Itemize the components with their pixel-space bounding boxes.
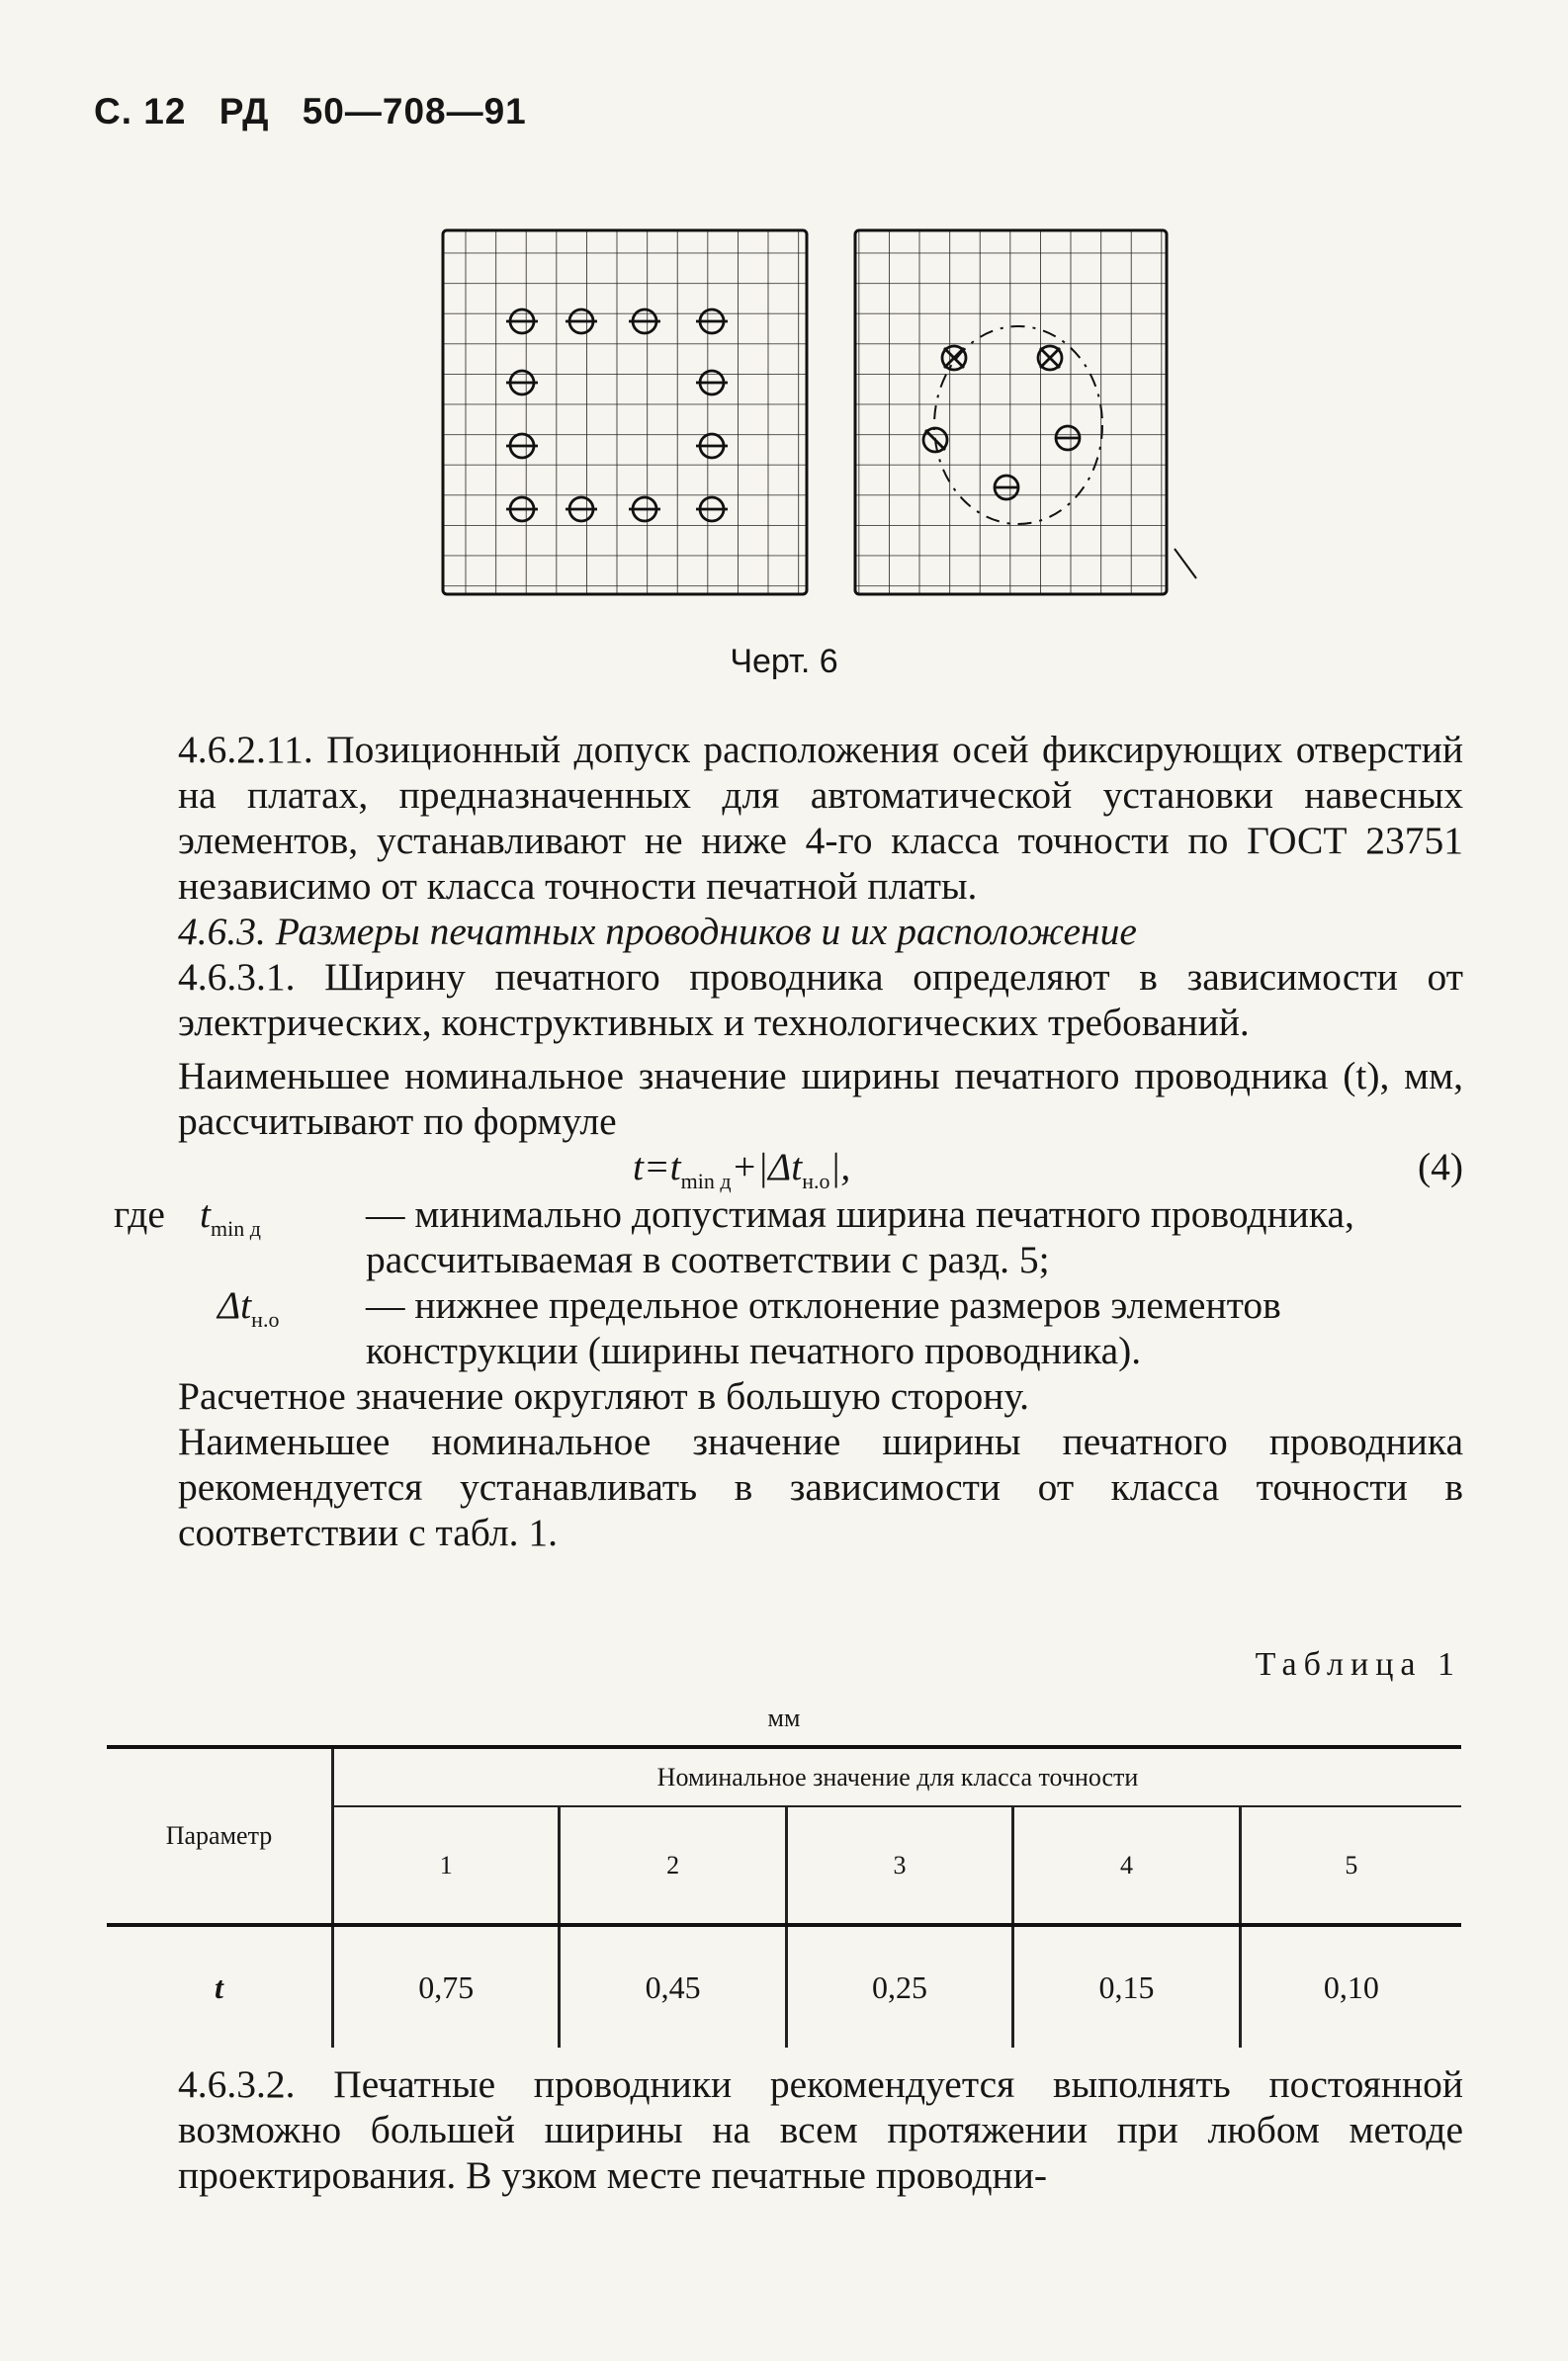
- formula-4: [178, 1144, 1463, 1191]
- paragraph-4-6-3-2: 4.6.3.2. Печатные проводники рекомендуется выполнять постоянной возможно большей ширины на всем протяжении при любом методе проектирования. В узком месте печатные проводни-: [178, 2062, 1463, 2197]
- figure-6: [435, 222, 1246, 603]
- class-header-3: 3: [786, 1806, 1012, 1925]
- value-class-3: 0,25: [786, 1925, 1012, 2048]
- paragraph-formula-intro: Наименьшее номинальное значение ширины печатного проводника (t), мм, рассчитывают по формуле: [178, 1054, 1463, 1143]
- where2-text: — нижнее предельное отклонение размеров элементов конструкции (ширины печатного проводника).: [366, 1283, 1281, 1372]
- param-header: Параметр: [165, 1821, 273, 1850]
- figure-drawing: [435, 222, 1246, 603]
- value-class-4: 0,15: [1013, 1925, 1240, 2048]
- doc-type: РД: [218, 91, 270, 131]
- where1-text: — минимально допустимая ширина печатного проводника, рассчитываемая в соответствии с разд. 5;: [366, 1192, 1354, 1281]
- paragraph-table-ref: Наименьшее номинальное значение ширины печатного проводника рекомендуется устанавливать в зависимости от класса точности в соответствии с табл. 1.: [178, 1420, 1463, 1554]
- figure-caption: Черт. 6: [730, 643, 838, 680]
- value-class-2: 0,45: [560, 1925, 786, 2048]
- page-number: С. 12: [94, 91, 187, 131]
- table-unit: мм: [767, 1704, 801, 1732]
- paragraph-4-6-2-11: 4.6.2.11. Позиционный допуск расположения осей фиксирующих отверстий на платах, предназначенных для автоматической установки навесных элементов, устанавливают не ниже 4-го класса точности по ГОСТ 23751 независимо от класса точности печатной платы.: [178, 728, 1463, 908]
- paragraph-4-6-3-1: 4.6.3.1. Ширину печатного проводника определяют в зависимости от электрических, конструктивных и технологических требований.: [178, 955, 1463, 1044]
- where2-symbol: $\Delta t_{н.о}$: [218, 1283, 280, 1332]
- paragraph-rounding: Расчетное значение округляют в большую сторону.: [178, 1374, 1030, 1418]
- formula-expression: $t=t_{min д}+|\Delta t_{н.о}|$,: [633, 1145, 851, 1193]
- row-label: t: [215, 1968, 223, 2005]
- value-class-1: 0,75: [333, 1925, 560, 2048]
- section-heading-4-6-3: 4.6.3. Размеры печатных проводников и их расположение: [178, 910, 1137, 953]
- table-row: [107, 1925, 1461, 2048]
- class-header-4: 4: [1013, 1806, 1240, 1925]
- class-header-5: 5: [1240, 1806, 1461, 1925]
- page-header: [94, 91, 549, 132]
- table-1: [107, 1745, 1461, 2048]
- table-title: Таблица 1: [1255, 1646, 1461, 1683]
- where-word: где: [114, 1192, 165, 1236]
- body-text-bottom: [178, 2061, 1463, 2198]
- value-class-5: 0,10: [1240, 1925, 1461, 2048]
- where-2: [178, 1282, 1463, 1373]
- doc-number: 50—708—91: [302, 91, 527, 131]
- body-text: [114, 727, 1463, 1555]
- formula-number: (4): [1417, 1145, 1463, 1188]
- class-header-2: 2: [560, 1806, 786, 1925]
- right-board: [855, 230, 1196, 594]
- group-header: Номинальное значение для класса точности: [333, 1747, 1462, 1806]
- class-header-1: 1: [333, 1806, 560, 1925]
- where-1: [114, 1191, 1463, 1282]
- left-board: [443, 230, 807, 594]
- where1-symbol: $t_{min д}$: [200, 1192, 261, 1241]
